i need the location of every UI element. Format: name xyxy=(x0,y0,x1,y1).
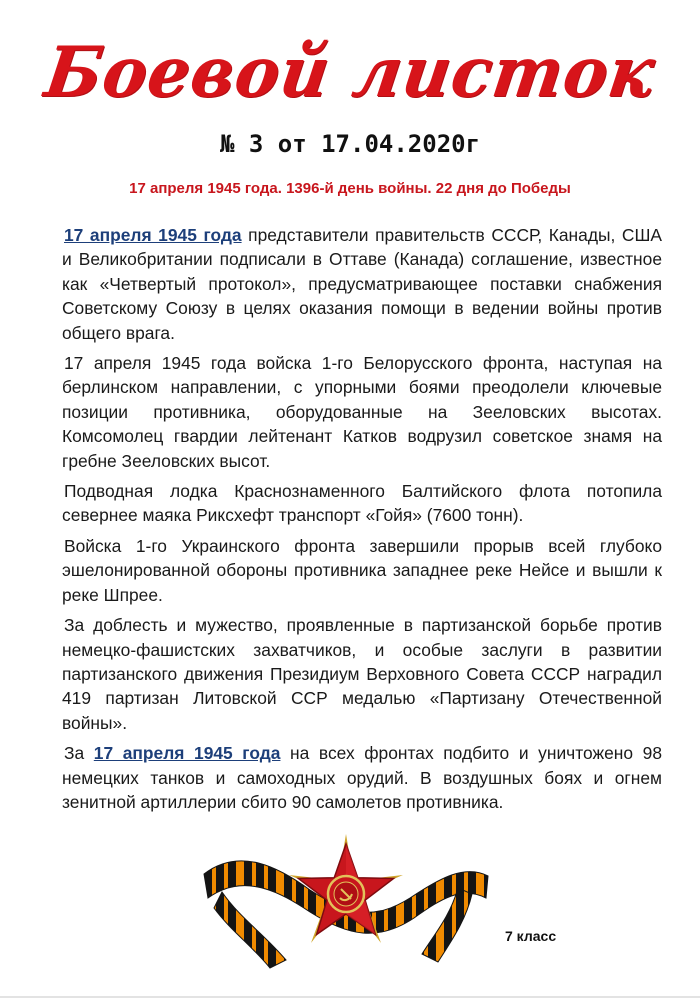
masthead xyxy=(0,22,700,122)
masthead-title: Боевой листок xyxy=(39,31,661,113)
date-highlight: 17 апреля 1945 года xyxy=(93,743,281,764)
article-body xyxy=(62,223,662,820)
paragraph-partisans: За доблесть и мужество, проявленные в партизанской борьбе против немецко-фашистских захватчиков, и особые заслуги в развитии партизанского движения Президиум Верховного Совета СССР наградил 419 партизан Литовской ССР медалью «Партизану Отечественной войны». xyxy=(62,615,662,733)
paragraph-text: представители правительств СССР, Канады, США и Великобритании подписали в Оттаве (Канада) соглашение, известное как «Четвертый протокол», предусматривающее поставки снабжения Советскому Союзу в целях оказания помощи в ведении войны против общего врага. xyxy=(62,225,662,343)
paragraph-ukrainian-front: Войска 1-го Украинского фронта завершили прорыв всей глубоко эшелонированной обороны противника западнее реке Нейсе и вышли к реке Шпрее. xyxy=(62,535,662,605)
paragraph-text: на всех фронтах подбито и уничтожено 98 немецких танков и самоходных орудий. В воздушных боях и огнем зенитной артиллерии сбито 90 самолетов противника. xyxy=(62,743,662,812)
paragraph-protocol xyxy=(62,223,662,345)
class-label: 7 класс xyxy=(505,928,557,944)
st-george-ribbon-tail xyxy=(214,892,286,968)
issue-number: № 3 от 17.04.2020г xyxy=(219,130,481,158)
paragraph-seelow: 17 апреля 1945 года войска 1-го Белорусского фронта, наступая на берлинском направлении, с упорными боями преодолели ключевые позиции противника, оборудованные на Зееловских высотах. Комсомолец гвардии лейтенант Катков водрузил советское знамя на гребне Зееловских высот. xyxy=(62,353,662,471)
paragraph-submarine: Подводная лодка Краснознаменного Балтийского флота потопила севернее маяка Риксхефт транспорт «Гойя» (7600 тонн). xyxy=(62,481,662,526)
dateline: 17 апреля 1945 года. 1396-й день войны. 22 дня до Победы xyxy=(129,180,571,197)
bottom-divider xyxy=(0,996,700,998)
date-highlight: 17 апреля 1945 года xyxy=(64,225,242,245)
paragraph-losses xyxy=(62,741,662,814)
order-of-patriotic-war-icon xyxy=(200,828,492,978)
paragraph-prefix: За xyxy=(64,743,94,764)
